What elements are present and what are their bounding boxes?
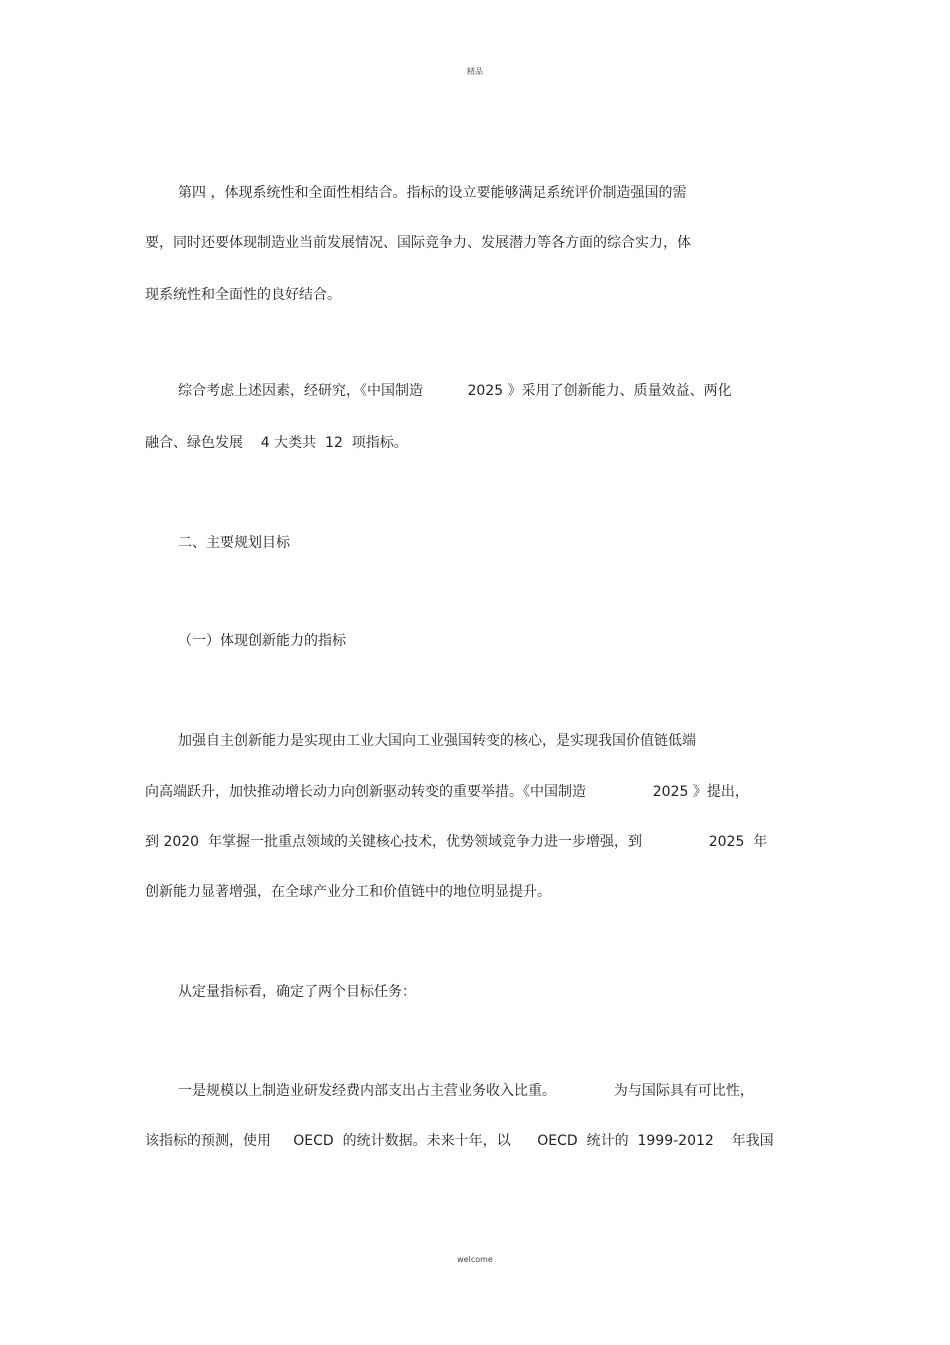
paragraph-line: 现系统性和全面性的良好结合。: [145, 287, 341, 303]
paragraph-line: 创新能力显著增强，在全球产业分工和价值链中的地位明显提升。: [145, 884, 551, 900]
page-header: 精品: [467, 67, 483, 76]
paragraph-line: 从定量指标看，确定了两个目标任务：: [178, 984, 416, 1000]
paragraph-line: 向高端跃升，加快推动增长动力向创新驱动转变的重要举措。《中国制造 2025 》提出，: [145, 784, 749, 800]
paragraph-line: 加强自主创新能力是实现由工业大国向工业强国转变的核心，是实现我国价值链低端: [178, 733, 696, 749]
paragraph-line: 到 2020 年掌握一批重点领域的关键核心技术，优势领域竞争力进一步增强，到 2025 年: [145, 834, 768, 850]
paragraph-line: 融合、绿色发展 4 大类共 12 项指标。: [145, 435, 408, 451]
section-heading: 二、主要规划目标: [178, 535, 290, 551]
subsection-heading: （一）体现创新能力的指标: [178, 633, 346, 649]
paragraph-line: 第四 ，体现系统性和全面性相结合。指标的设立要能够满足系统评价制造强国的需: [178, 185, 687, 201]
page-footer: welcome: [457, 1255, 493, 1264]
paragraph-line: 一是规模以上制造业研发经费内部支出占主营业务收入比重。 为与国际具有可比性，: [178, 1083, 754, 1099]
paragraph-line: 该指标的预测，使用 OECD 的统计数据。未来十年，以 OECD 统计的 1999-2012 年我国: [145, 1133, 774, 1149]
paragraph-line: 要，同时还要体现制造业当前发展情况、国际竞争力、发展潜力等各方面的综合实力，体: [145, 235, 691, 251]
paragraph-line: 综合考虑上述因素，经研究，《中国制造 2025 》采用了创新能力、质量效益、两化: [178, 383, 732, 399]
